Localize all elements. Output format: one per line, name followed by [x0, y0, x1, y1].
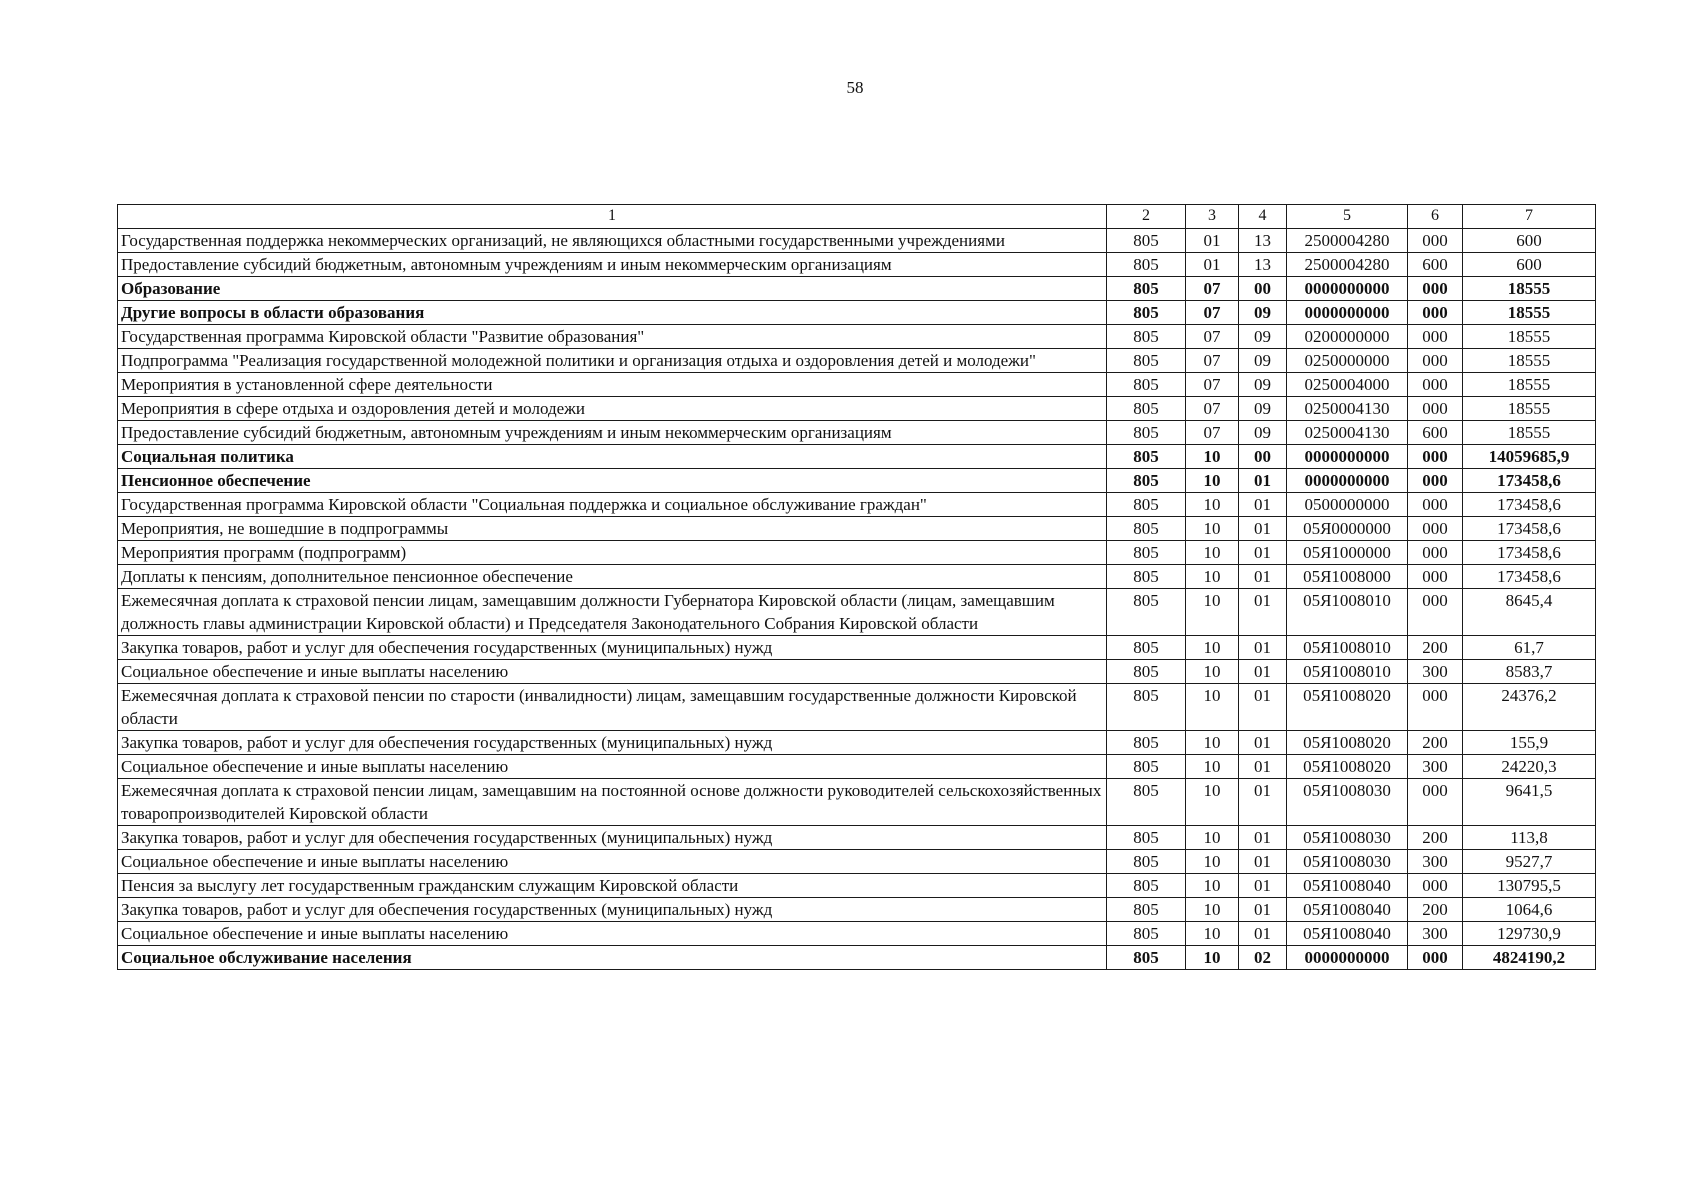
cell-subsection: 01	[1239, 874, 1287, 898]
cell-admin-code: 805	[1107, 779, 1186, 826]
cell-subsection: 09	[1239, 325, 1287, 349]
cell-expense-type: 000	[1408, 349, 1463, 373]
table-row	[118, 565, 1596, 589]
cell-section: 10	[1186, 826, 1239, 850]
cell-amount: 600	[1463, 229, 1596, 253]
cell-target-article: 0500000000	[1287, 493, 1408, 517]
cell-section: 10	[1186, 779, 1239, 826]
cell-amount: 14059685,9	[1463, 445, 1596, 469]
cell-section: 10	[1186, 922, 1239, 946]
cell-expense-type: 000	[1408, 445, 1463, 469]
cell-admin-code: 805	[1107, 493, 1186, 517]
cell-section: 07	[1186, 421, 1239, 445]
cell-expense-type: 000	[1408, 469, 1463, 493]
cell-expense-type: 000	[1408, 946, 1463, 970]
cell-admin-code: 805	[1107, 421, 1186, 445]
table-row	[118, 946, 1596, 970]
table-row	[118, 349, 1596, 373]
cell-amount: 113,8	[1463, 826, 1596, 850]
cell-expense-type: 000	[1408, 565, 1463, 589]
cell-subsection: 01	[1239, 898, 1287, 922]
cell-subsection: 00	[1239, 445, 1287, 469]
cell-section: 10	[1186, 874, 1239, 898]
cell-target-article: 05Я1008040	[1287, 898, 1408, 922]
cell-admin-code: 805	[1107, 373, 1186, 397]
table-row	[118, 373, 1596, 397]
cell-amount: 130795,5	[1463, 874, 1596, 898]
cell-section: 07	[1186, 301, 1239, 325]
cell-item-name: Закупка товаров, работ и услуг для обеспечения государственных (муниципальных) нужд	[118, 731, 1107, 755]
cell-target-article: 05Я1008020	[1287, 731, 1408, 755]
table-row	[118, 731, 1596, 755]
cell-item-name: Ежемесячная доплата к страховой пенсии лицам, замещавшим должности Губернатора Кировской области (лицам, замещавшим должность главы администрации Кировской области) и Председателя Законодательного Собрания Кировской области	[118, 589, 1107, 636]
cell-subsection: 01	[1239, 541, 1287, 565]
cell-admin-code: 805	[1107, 636, 1186, 660]
cell-section: 10	[1186, 850, 1239, 874]
cell-expense-type: 000	[1408, 397, 1463, 421]
cell-target-article: 0000000000	[1287, 946, 1408, 970]
cell-expense-type: 300	[1408, 755, 1463, 779]
cell-admin-code: 805	[1107, 589, 1186, 636]
cell-section: 10	[1186, 755, 1239, 779]
cell-target-article: 05Я1008040	[1287, 874, 1408, 898]
cell-section: 10	[1186, 660, 1239, 684]
cell-item-name: Закупка товаров, работ и услуг для обеспечения государственных (муниципальных) нужд	[118, 636, 1107, 660]
cell-amount: 173458,6	[1463, 541, 1596, 565]
table-row	[118, 253, 1596, 277]
cell-expense-type: 300	[1408, 922, 1463, 946]
cell-section: 01	[1186, 229, 1239, 253]
cell-section: 10	[1186, 589, 1239, 636]
cell-admin-code: 805	[1107, 946, 1186, 970]
cell-subsection: 13	[1239, 229, 1287, 253]
cell-expense-type: 000	[1408, 325, 1463, 349]
table-row	[118, 755, 1596, 779]
cell-item-name: Социальное обеспечение и иные выплаты населению	[118, 660, 1107, 684]
table-row	[118, 301, 1596, 325]
cell-admin-code: 805	[1107, 253, 1186, 277]
table-row	[118, 850, 1596, 874]
cell-expense-type: 000	[1408, 517, 1463, 541]
cell-item-name: Пенсионное обеспечение	[118, 469, 1107, 493]
cell-amount: 8645,4	[1463, 589, 1596, 636]
cell-admin-code: 805	[1107, 874, 1186, 898]
cell-subsection: 01	[1239, 469, 1287, 493]
cell-expense-type: 300	[1408, 660, 1463, 684]
cell-section: 10	[1186, 684, 1239, 731]
table-row	[118, 660, 1596, 684]
cell-target-article: 05Я1008010	[1287, 589, 1408, 636]
cell-amount: 173458,6	[1463, 469, 1596, 493]
cell-amount: 18555	[1463, 397, 1596, 421]
column-header: 6	[1408, 205, 1463, 229]
table-row	[118, 517, 1596, 541]
cell-admin-code: 805	[1107, 541, 1186, 565]
cell-amount: 18555	[1463, 349, 1596, 373]
cell-subsection: 01	[1239, 922, 1287, 946]
cell-admin-code: 805	[1107, 325, 1186, 349]
cell-admin-code: 805	[1107, 397, 1186, 421]
table-row	[118, 421, 1596, 445]
cell-expense-type: 200	[1408, 826, 1463, 850]
cell-expense-type: 200	[1408, 898, 1463, 922]
cell-target-article: 05Я1008030	[1287, 850, 1408, 874]
cell-expense-type: 000	[1408, 301, 1463, 325]
cell-amount: 18555	[1463, 325, 1596, 349]
cell-amount: 18555	[1463, 421, 1596, 445]
table-row	[118, 684, 1596, 731]
cell-target-article: 05Я1008010	[1287, 636, 1408, 660]
cell-section: 07	[1186, 397, 1239, 421]
cell-target-article: 0250000000	[1287, 349, 1408, 373]
cell-amount: 18555	[1463, 301, 1596, 325]
table-row	[118, 445, 1596, 469]
cell-item-name: Закупка товаров, работ и услуг для обеспечения государственных (муниципальных) нужд	[118, 898, 1107, 922]
cell-item-name: Подпрограмма "Реализация государственной молодежной политики и организация отдыха и оздоровления детей и молодежи"	[118, 349, 1107, 373]
cell-amount: 4824190,2	[1463, 946, 1596, 970]
cell-expense-type: 200	[1408, 731, 1463, 755]
cell-subsection: 02	[1239, 946, 1287, 970]
cell-target-article: 0250004130	[1287, 397, 1408, 421]
cell-expense-type: 000	[1408, 589, 1463, 636]
cell-target-article: 05Я0000000	[1287, 517, 1408, 541]
cell-admin-code: 805	[1107, 301, 1186, 325]
cell-section: 10	[1186, 898, 1239, 922]
cell-target-article: 05Я1000000	[1287, 541, 1408, 565]
cell-target-article: 0250004130	[1287, 421, 1408, 445]
column-header: 5	[1287, 205, 1408, 229]
cell-expense-type: 000	[1408, 229, 1463, 253]
cell-target-article: 05Я1008020	[1287, 755, 1408, 779]
cell-subsection: 09	[1239, 301, 1287, 325]
cell-item-name: Социальная политика	[118, 445, 1107, 469]
cell-target-article: 05Я1008040	[1287, 922, 1408, 946]
table-header-row	[118, 205, 1596, 229]
table-row	[118, 277, 1596, 301]
cell-amount: 24220,3	[1463, 755, 1596, 779]
cell-admin-code: 805	[1107, 850, 1186, 874]
cell-target-article: 0000000000	[1287, 445, 1408, 469]
cell-target-article: 05Я1008000	[1287, 565, 1408, 589]
cell-amount: 600	[1463, 253, 1596, 277]
cell-amount: 24376,2	[1463, 684, 1596, 731]
table-row	[118, 493, 1596, 517]
cell-item-name: Образование	[118, 277, 1107, 301]
cell-item-name: Социальное обеспечение и иные выплаты населению	[118, 850, 1107, 874]
cell-expense-type: 000	[1408, 277, 1463, 301]
table-row	[118, 922, 1596, 946]
table-row	[118, 325, 1596, 349]
cell-subsection: 01	[1239, 493, 1287, 517]
cell-item-name: Предоставление субсидий бюджетным, автономным учреждениям и иным некоммерческим организациям	[118, 253, 1107, 277]
page-number: 58	[846, 78, 864, 97]
cell-item-name: Социальное обеспечение и иные выплаты населению	[118, 922, 1107, 946]
cell-subsection: 01	[1239, 755, 1287, 779]
table-row	[118, 589, 1596, 636]
cell-expense-type: 200	[1408, 636, 1463, 660]
cell-section: 10	[1186, 731, 1239, 755]
cell-item-name: Социальное обеспечение и иные выплаты населению	[118, 755, 1107, 779]
cell-item-name: Государственная программа Кировской области "Развитие образования"	[118, 325, 1107, 349]
cell-subsection: 01	[1239, 850, 1287, 874]
column-header: 7	[1463, 205, 1596, 229]
cell-expense-type: 000	[1408, 493, 1463, 517]
cell-item-name: Государственная программа Кировской области "Социальная поддержка и социальное обслуживание граждан"	[118, 493, 1107, 517]
cell-admin-code: 805	[1107, 277, 1186, 301]
cell-item-name: Социальное обслуживание населения	[118, 946, 1107, 970]
cell-target-article: 0250004000	[1287, 373, 1408, 397]
cell-amount: 61,7	[1463, 636, 1596, 660]
table-row	[118, 898, 1596, 922]
cell-target-article: 05Я1008030	[1287, 826, 1408, 850]
cell-expense-type: 600	[1408, 421, 1463, 445]
cell-section: 10	[1186, 636, 1239, 660]
cell-amount: 18555	[1463, 373, 1596, 397]
cell-amount: 173458,6	[1463, 565, 1596, 589]
cell-item-name: Мероприятия программ (подпрограмм)	[118, 541, 1107, 565]
cell-admin-code: 805	[1107, 565, 1186, 589]
column-header: 2	[1107, 205, 1186, 229]
cell-expense-type: 000	[1408, 541, 1463, 565]
cell-amount: 173458,6	[1463, 517, 1596, 541]
cell-amount: 9641,5	[1463, 779, 1596, 826]
cell-section: 07	[1186, 373, 1239, 397]
cell-amount: 8583,7	[1463, 660, 1596, 684]
cell-target-article: 05Я1008030	[1287, 779, 1408, 826]
budget-table-body	[118, 205, 1596, 970]
cell-section: 10	[1186, 946, 1239, 970]
cell-item-name: Пенсия за выслугу лет государственным гражданским служащим Кировской области	[118, 874, 1107, 898]
cell-admin-code: 805	[1107, 684, 1186, 731]
table-row	[118, 636, 1596, 660]
cell-admin-code: 805	[1107, 731, 1186, 755]
cell-admin-code: 805	[1107, 469, 1186, 493]
cell-admin-code: 805	[1107, 349, 1186, 373]
cell-target-article: 05Я1008020	[1287, 684, 1408, 731]
cell-target-article: 0000000000	[1287, 301, 1408, 325]
cell-subsection: 01	[1239, 660, 1287, 684]
cell-subsection: 01	[1239, 779, 1287, 826]
cell-subsection: 01	[1239, 826, 1287, 850]
cell-target-article: 2500004280	[1287, 229, 1408, 253]
cell-admin-code: 805	[1107, 660, 1186, 684]
cell-admin-code: 805	[1107, 826, 1186, 850]
cell-subsection: 09	[1239, 397, 1287, 421]
cell-amount: 1064,6	[1463, 898, 1596, 922]
cell-target-article: 2500004280	[1287, 253, 1408, 277]
cell-target-article: 0200000000	[1287, 325, 1408, 349]
cell-subsection: 01	[1239, 731, 1287, 755]
cell-section: 10	[1186, 565, 1239, 589]
cell-target-article: 0000000000	[1287, 277, 1408, 301]
table-row	[118, 469, 1596, 493]
cell-subsection: 00	[1239, 277, 1287, 301]
table-row	[118, 229, 1596, 253]
cell-expense-type: 600	[1408, 253, 1463, 277]
cell-admin-code: 805	[1107, 229, 1186, 253]
cell-subsection: 01	[1239, 684, 1287, 731]
cell-target-article: 0000000000	[1287, 469, 1408, 493]
cell-subsection: 09	[1239, 373, 1287, 397]
cell-expense-type: 300	[1408, 850, 1463, 874]
cell-subsection: 01	[1239, 565, 1287, 589]
cell-admin-code: 805	[1107, 517, 1186, 541]
cell-item-name: Закупка товаров, работ и услуг для обеспечения государственных (муниципальных) нужд	[118, 826, 1107, 850]
cell-expense-type: 000	[1408, 373, 1463, 397]
cell-section: 10	[1186, 541, 1239, 565]
table-row	[118, 541, 1596, 565]
cell-section: 07	[1186, 277, 1239, 301]
cell-amount: 18555	[1463, 277, 1596, 301]
cell-subsection: 09	[1239, 349, 1287, 373]
cell-section: 10	[1186, 493, 1239, 517]
cell-subsection: 01	[1239, 517, 1287, 541]
cell-amount: 173458,6	[1463, 493, 1596, 517]
cell-admin-code: 805	[1107, 922, 1186, 946]
cell-subsection: 13	[1239, 253, 1287, 277]
cell-subsection: 01	[1239, 589, 1287, 636]
cell-expense-type: 000	[1408, 874, 1463, 898]
cell-expense-type: 000	[1408, 684, 1463, 731]
cell-subsection: 01	[1239, 636, 1287, 660]
cell-item-name: Мероприятия, не вошедшие в подпрограммы	[118, 517, 1107, 541]
cell-item-name: Ежемесячная доплата к страховой пенсии по старости (инвалидности) лицам, замещавшим государственные должности Кировской области	[118, 684, 1107, 731]
cell-amount: 9527,7	[1463, 850, 1596, 874]
column-header: 4	[1239, 205, 1287, 229]
cell-amount: 155,9	[1463, 731, 1596, 755]
cell-section: 10	[1186, 469, 1239, 493]
cell-admin-code: 805	[1107, 898, 1186, 922]
cell-section: 07	[1186, 349, 1239, 373]
cell-section: 10	[1186, 517, 1239, 541]
cell-subsection: 09	[1239, 421, 1287, 445]
cell-item-name: Другие вопросы в области образования	[118, 301, 1107, 325]
table-row	[118, 826, 1596, 850]
cell-section: 10	[1186, 445, 1239, 469]
cell-expense-type: 000	[1408, 779, 1463, 826]
cell-amount: 129730,9	[1463, 922, 1596, 946]
table-row	[118, 874, 1596, 898]
cell-target-article: 05Я1008010	[1287, 660, 1408, 684]
column-header: 1	[118, 205, 1107, 229]
cell-item-name: Предоставление субсидий бюджетным, автономным учреждениям и иным некоммерческим организациям	[118, 421, 1107, 445]
table-row	[118, 779, 1596, 826]
cell-item-name: Доплаты к пенсиям, дополнительное пенсионное обеспечение	[118, 565, 1107, 589]
cell-section: 01	[1186, 253, 1239, 277]
cell-admin-code: 805	[1107, 445, 1186, 469]
cell-admin-code: 805	[1107, 755, 1186, 779]
table-row	[118, 397, 1596, 421]
cell-section: 07	[1186, 325, 1239, 349]
budget-table	[117, 204, 1596, 970]
cell-item-name: Государственная поддержка некоммерческих организаций, не являющихся областными государственными учреждениями	[118, 229, 1107, 253]
cell-item-name: Ежемесячная доплата к страховой пенсии лицам, замещавшим на постоянной основе должности руководителей сельскохозяйственных товаропроизводителей Кировской области	[118, 779, 1107, 826]
cell-item-name: Мероприятия в сфере отдыха и оздоровления детей и молодежи	[118, 397, 1107, 421]
cell-item-name: Мероприятия в установленной сфере деятельности	[118, 373, 1107, 397]
column-header: 3	[1186, 205, 1239, 229]
